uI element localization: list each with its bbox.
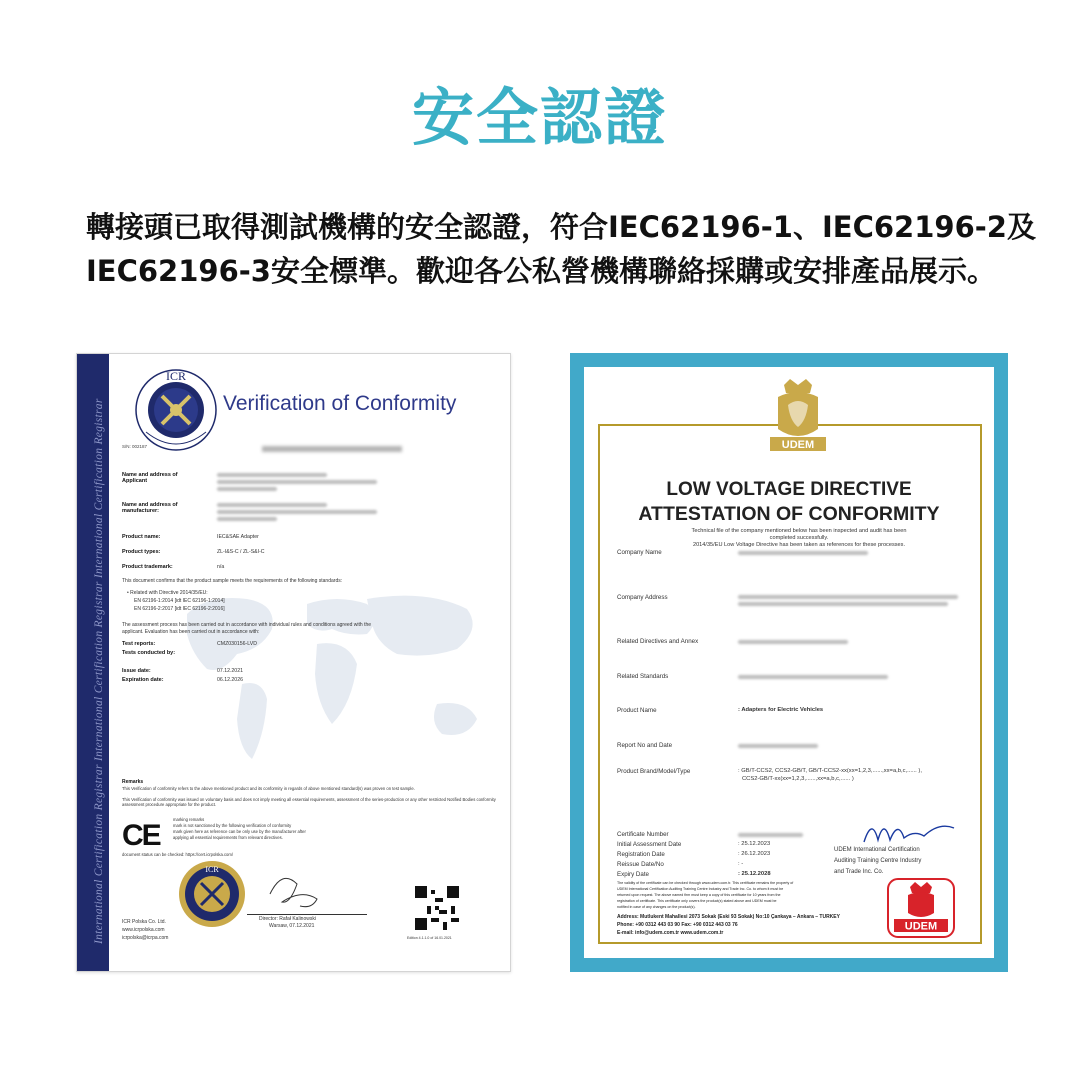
udem-stamp [886,877,956,939]
udem-heading-1: LOW VOLTAGE DIRECTIVE [666,479,912,500]
related-directives-label: Related Directives and Annex [617,638,699,645]
product-trademark-value: n/a [217,564,225,570]
director-signature [262,864,332,914]
edition-note: Edition 4.1.1.0 of 16.01.2021 [407,936,452,940]
udem-paper [584,367,994,958]
svg-text:ICR: ICR [165,369,187,383]
validity-5: notified in case of any changes on the product(s). [617,905,696,909]
side-stripe-text: International Certification Registrar International Certification Registrar International Certification Registrar [93,398,105,944]
tests-by-label: Tests conducted by: [122,650,176,656]
registration-date-label: Registration Date [617,851,665,858]
product-types-label: Product types: [122,549,161,555]
mark-note-3: applying all essential requirements from relevant directives. [173,835,283,840]
qr-code [415,886,459,930]
remarks-2: This Verification of conformity was issued on voluntary basis and does not imply meeting all essential requirements, assessment of the series-production or any other restricted Notified Bodies conformity assessment procedure appropriate for the product. [122,797,496,807]
redacted-text [217,510,377,514]
product-brand-label: Product Brand/Model/Type [617,768,691,775]
validity-3: returned upon request. The above named firm must keep a copy of this certificate for 10 years from the [617,893,781,897]
udem-email: E-mail: info@udem.com.tr www.udem.com.tr [617,930,724,936]
report-no-label: Report No and Date [617,742,673,749]
assessment-text-1: The assessment process has been carried out in accordance with individual rules and conditions agreed with the [122,622,372,628]
redacted-text [738,675,888,679]
icr-serial: S/N: 002187 [122,444,148,449]
validity-1: The validity of the certificate can be checked through www.udem.com.tr. This certificate remains the property of [617,881,794,885]
icr-logo [132,366,220,454]
test-reports-value: CMZ030156-LVD [217,641,257,647]
redacted-text [217,503,327,507]
company-name-label: Company Name [617,549,662,556]
cert-number-label: Certificate Number [617,831,669,838]
icr-company: ICR Polska Co. Ltd. [122,919,166,925]
mark-note-2: mark given here as reference can be only use by the manufacturer after [173,829,306,834]
product-trademark-label: Product trademark: [122,564,173,570]
udem-signature [854,812,964,852]
world-map-watermark [167,574,497,774]
svg-text:UDEM: UDEM [781,439,815,451]
mark-note-1: mark is not sanctioned by the following verification of conformity [173,823,292,828]
udem-org-1: UDEM International Certification [834,847,920,853]
product-types-value: ZL-I&S-C / ZL-S&I-C [217,549,265,555]
reissue-label: Reissue Date/No [617,861,664,868]
product-name-value: : Adapters for Electric Vehicles [738,707,824,713]
redacted-text [738,602,948,606]
related-standards-label: Related Standards [617,673,669,680]
udem-org-3: and Trade Inc. Co. [834,869,884,875]
redacted-text [217,473,327,477]
product-brand-value-2: CCS2-GB/T-xx(xx=1,2,3,......,xx=a,b,c,...... ) [742,776,854,782]
product-brand-value-1: : GB/T-CCS2, CCS2-GB/T, GB/T-CCS2-xx(xx=1,2,3,......,xx=a,b,c,...... ), [738,768,922,774]
applicant-label: Name and address of Applicant [122,472,178,484]
redacted-text [217,480,377,484]
confirms-text: This document confirms that the product sample meets the requirements of the following standards: [122,578,343,584]
initial-date-value: : 25.12.2023 [738,841,771,847]
directive-text: • Related with Directive 2014/35/EU: [127,590,208,596]
svg-text:ICR: ICR [205,865,219,874]
expiry-date-label: Expiration date: [122,677,164,683]
description-line-2: IEC62196-3安全標準。歡迎各公私營機構聯絡採購或安排產品展示。 [86,254,996,288]
status-check-url: document status can be checked: https://cert.icrpolska.com/ [122,852,234,857]
issue-date-value: 07.12.2021 [217,668,243,674]
remarks-heading: Remarks [122,779,144,785]
expiry-value: : 25.12.2028 [738,871,771,877]
product-name-value: IEC&SAE Adapter [217,534,259,540]
standard-2: EN 62196-2:2017 [idt IEC 62196-2:2016] [134,606,225,612]
icr-email: icrpolska@icrpa.com [122,935,169,941]
expiry-date-value: 06.12.2026 [217,677,243,683]
redacted-text [217,517,277,521]
icr-certificate [76,353,511,972]
product-name-label: Product name: [122,534,161,540]
director-name: Director: Rafał Kalinowski [259,916,316,922]
remarks-1: This Verification of conformity refers to the above mentioned product and its conformity in regards of above mentioned standard(s) was proven on test sample. [122,786,415,791]
udem-certificate [570,353,1008,972]
description-line-1: 轉接頭已取得測試機構的安全認證，符合IEC62196-1、IEC62196-2及 [86,210,1036,244]
redacted-text [738,595,958,599]
udem-lion-logo [766,377,830,463]
udem-address: Address: Mutlukent Mahallesi 2073 Sokak (Eski 93 Sokak) No:10 Çankaya – Ankara – TURKEY [617,914,840,920]
marking-remarks: marking remarks [173,817,205,822]
udem-phone: Phone: +90 0312 443 03 90 Fax: +90 0312 443 03 76 [617,922,738,928]
redacted-text [738,640,848,644]
udem-tech-note: Technical file of the company mentioned below has been inspected and audit has been completed successfully. 2014/35/EU Low Voltage Directive has been taken as references for these processes. [691,528,907,548]
udem-heading-2: ATTESTATION OF CONFORMITY [638,503,940,525]
place-date: Warsaw, 07.12.2021 [269,923,315,929]
redacted-certificate-no [262,446,402,452]
expiry-label: Expiry Date [617,871,649,878]
redacted-text [217,487,277,491]
icr-seal [177,859,247,929]
redacted-text [738,833,803,837]
ce-mark: CE [122,819,160,852]
issue-date-label: Issue date: [122,668,151,674]
manufacturer-label: Name and address of manufacturer: [122,502,178,514]
redacted-text [738,744,818,748]
assessment-text-2: applicant. Evaluation has been carried out in accordance with: [122,629,260,635]
svg-text:UDEM: UDEM [904,920,938,933]
udem-org-2: Auditing Training Centre Industry [834,858,922,864]
description [86,205,1036,293]
icr-website: www.icrpolska.com [122,927,165,933]
icr-heading: Verification of Conformity [223,392,457,415]
initial-date-label: Initial Assessment Date [617,841,682,848]
validity-2: UDEM International Certification Auditing Training Centre Industry and Trade Inc. Co. to whom it must be [617,887,784,891]
signature-line [247,914,367,915]
test-reports-label: Test reports: [122,641,156,647]
product-name-label: Product Name [617,707,657,714]
page-title: 安全認證 [411,81,668,154]
registration-date-value: : 26.12.2023 [738,851,771,857]
standard-1: EN 62196-1:2014 [idt IEC 62196-1:2014] [134,598,225,604]
redacted-text [738,551,868,555]
validity-4: registration of certificate. This certificate only covers the product(s) stated above and UDEM must be [617,899,777,903]
reissue-value: : - [738,861,744,867]
company-address-label: Company Address [617,594,668,601]
